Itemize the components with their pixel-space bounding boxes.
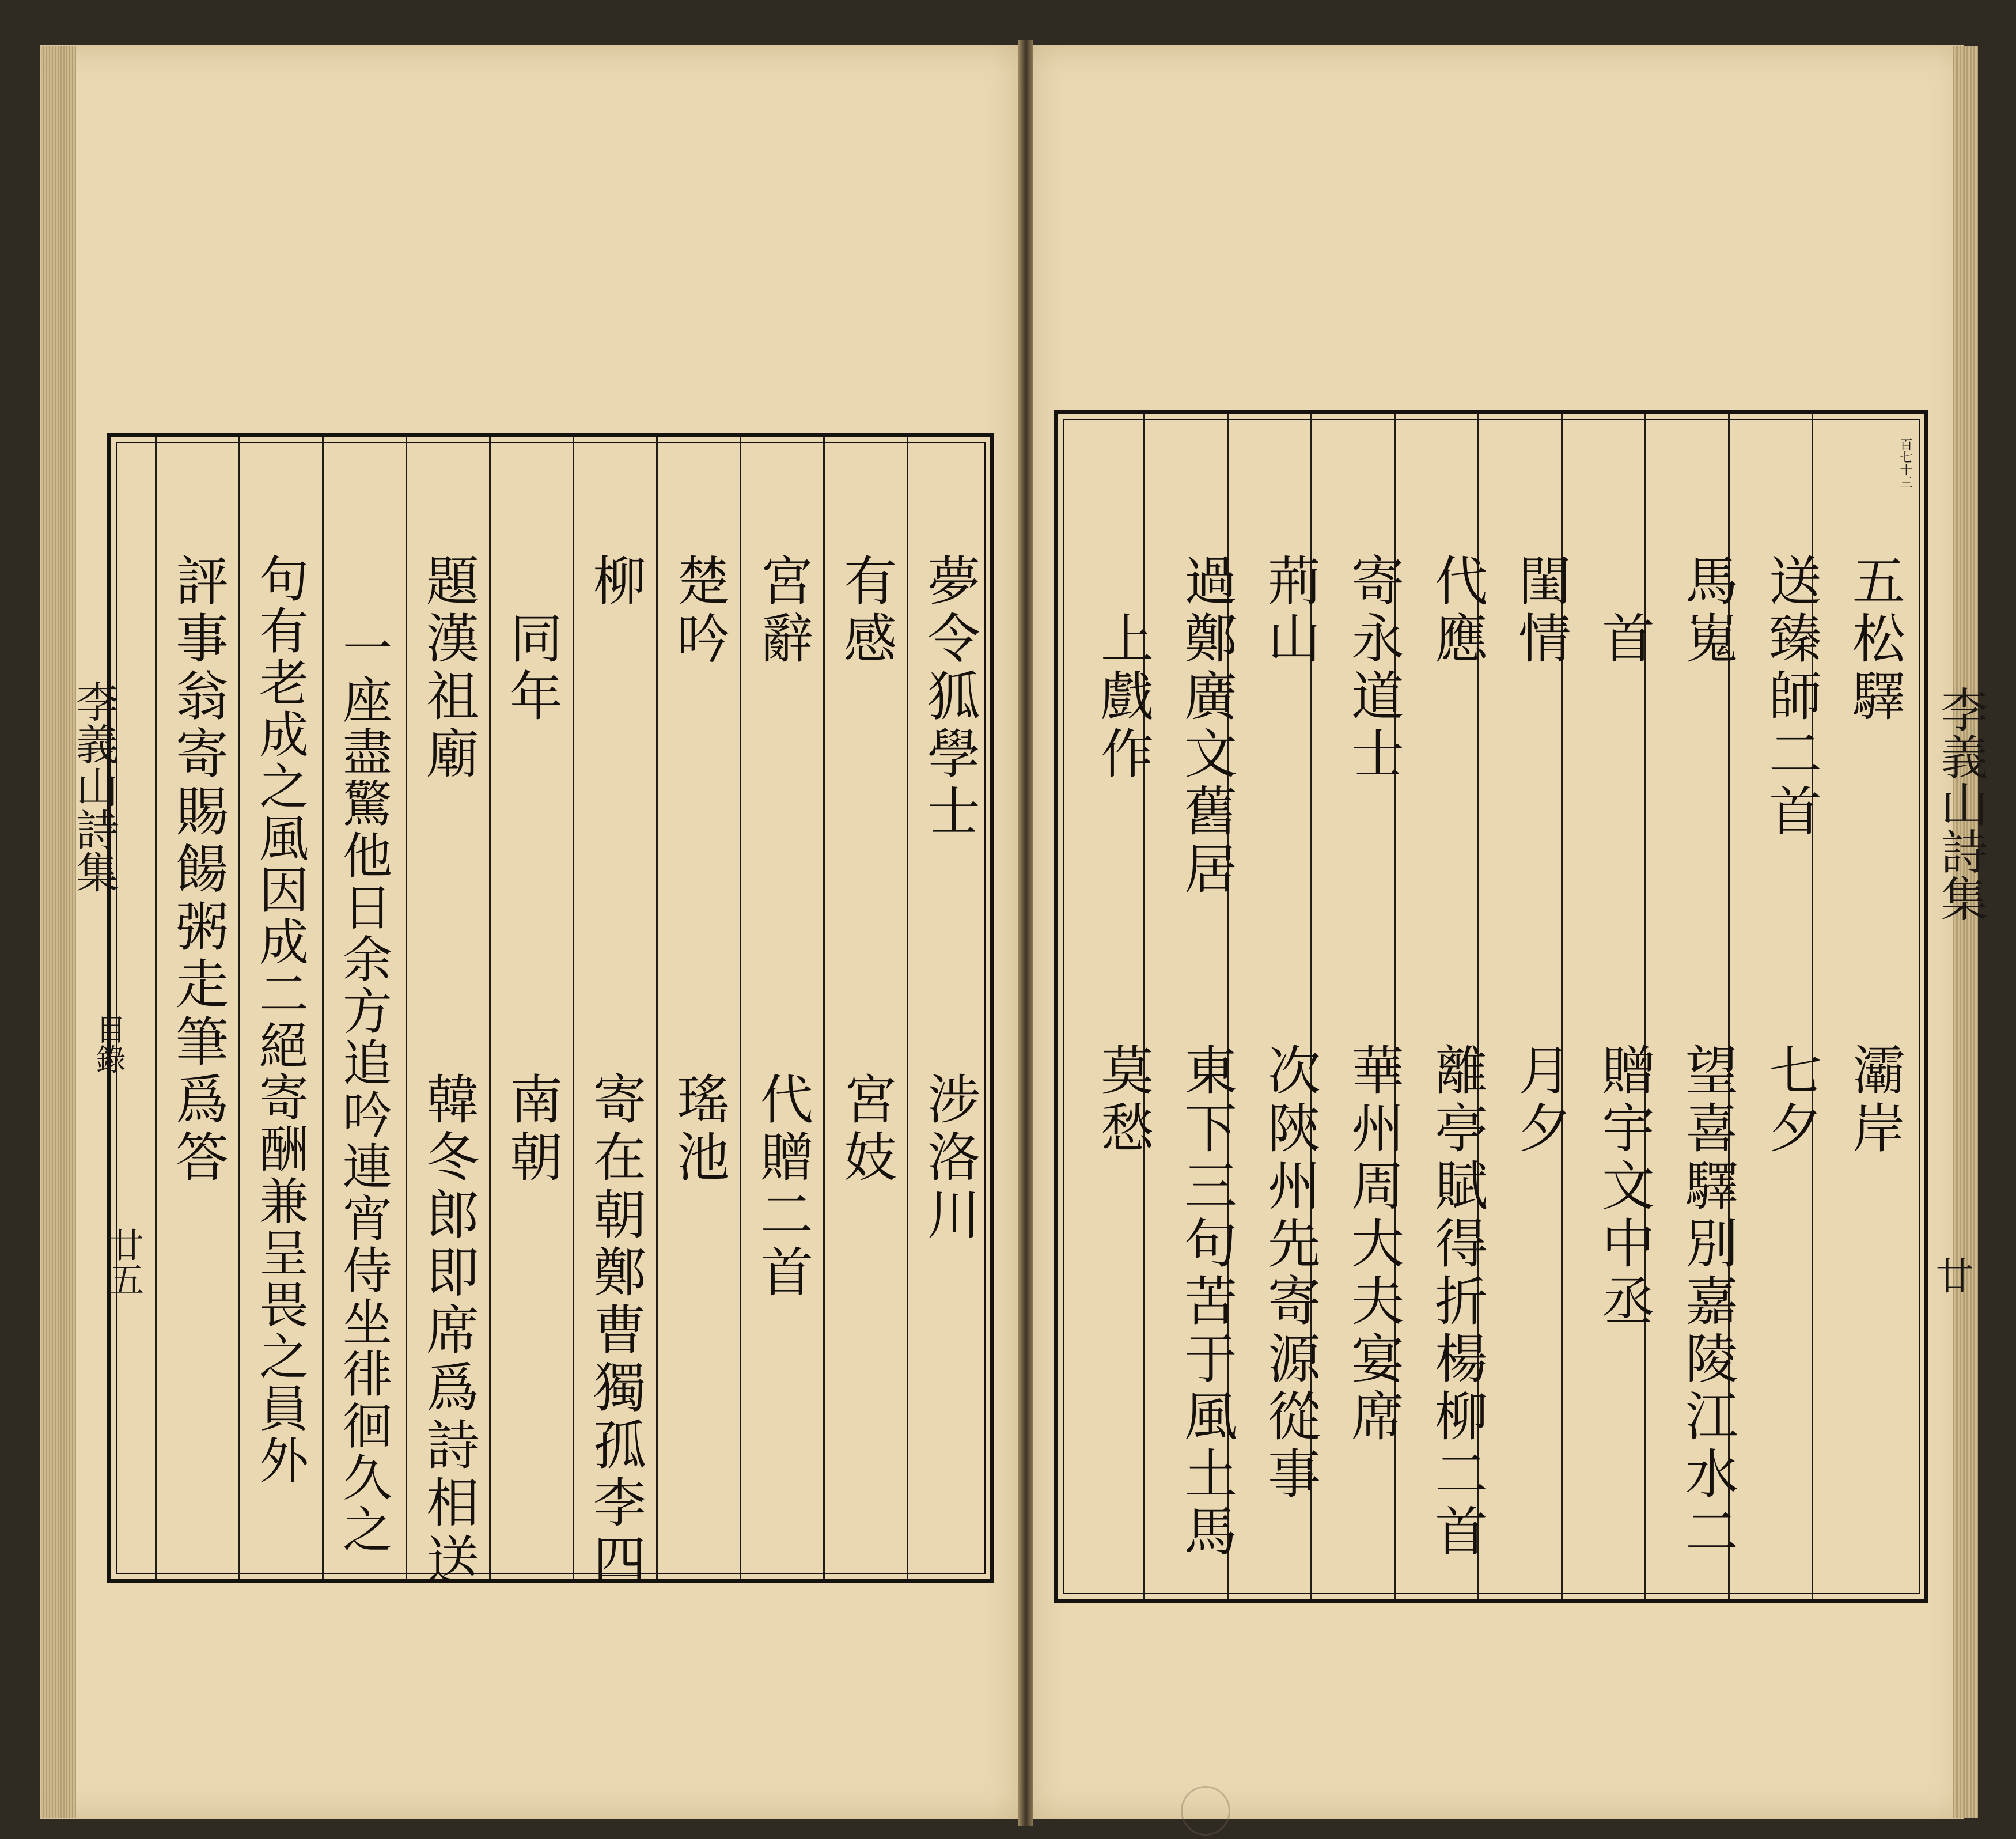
right-col-7-title: 寄永道士 xyxy=(1343,553,1404,784)
column-rule xyxy=(1143,414,1145,1599)
left-col-5-subtitle: 寄在朝鄭曹獨孤李四 xyxy=(585,1072,646,1590)
left-col-6-subtitle: 南朝 xyxy=(501,1072,563,1187)
column-rule xyxy=(406,437,407,1579)
right-col-1-title: 五松驛 xyxy=(1844,553,1905,726)
left-col-8-text: 一座盡驚他日余方追吟連宵侍坐徘徊久之 xyxy=(334,622,392,1556)
left-col-3-title: 宮辭 xyxy=(752,553,813,668)
right-page-edges xyxy=(1953,46,1978,1818)
right-col-3-subtitle: 望喜驛別嘉陵江水二 xyxy=(1677,1043,1738,1561)
column-rule xyxy=(573,437,574,1579)
column-rule xyxy=(740,437,741,1579)
right-col-4-subtitle: 贈宇文中丞 xyxy=(1593,1043,1655,1331)
right-col-10-title: 上戲作 xyxy=(1092,611,1154,784)
left-page-number: 廿五 xyxy=(104,1227,144,1296)
right-top-mark: 百七十三 xyxy=(1898,438,1912,489)
right-col-6-title: 代應 xyxy=(1426,553,1488,668)
right-col-2-title: 送臻師二首 xyxy=(1760,553,1822,841)
left-margin-title: 李義山詩集 xyxy=(69,680,119,893)
book-spine xyxy=(1018,40,1033,1826)
left-col-1-subtitle: 涉洛川 xyxy=(919,1072,980,1244)
left-col-9-text: 句有老成之風因成二絕寄酬兼呈畏之員外 xyxy=(251,553,308,1486)
left-col-3-subtitle: 代贈二首 xyxy=(752,1072,813,1302)
left-col-10-text: 評事翁寄賜餳粥走筆爲答 xyxy=(167,553,229,1187)
left-col-1-title: 夢令狐學士 xyxy=(919,553,980,841)
column-rule xyxy=(238,437,240,1579)
right-col-7-subtitle: 華州周大夫宴席 xyxy=(1343,1043,1404,1446)
column-rule xyxy=(489,437,491,1579)
right-col-8-title: 荊山 xyxy=(1259,553,1321,668)
left-col-4-subtitle: 瑤池 xyxy=(668,1072,730,1187)
right-col-10-subtitle: 莫愁 xyxy=(1092,1043,1154,1158)
left-col-2-title: 有感 xyxy=(835,553,897,668)
right-col-4-title: 首 xyxy=(1593,611,1655,668)
right-col-5-title: 閨情 xyxy=(1510,553,1571,668)
column-rule xyxy=(1644,414,1646,1599)
right-col-2-subtitle: 七夕 xyxy=(1760,1043,1822,1158)
column-rule xyxy=(823,437,825,1579)
right-col-5-subtitle: 月夕 xyxy=(1510,1043,1571,1158)
left-margin-section: 目錄 xyxy=(90,1014,125,1074)
left-page-edges xyxy=(41,46,76,1818)
right-col-1-subtitle: 灞岸 xyxy=(1844,1043,1905,1158)
library-stamp xyxy=(1181,1786,1230,1836)
right-col-9-title: 過鄭廣文舊居 xyxy=(1176,553,1237,899)
column-rule xyxy=(155,437,157,1579)
left-col-7-subtitle: 韓冬郎即席爲詩相送 xyxy=(418,1072,479,1590)
right-header: 李義山詩集 xyxy=(1933,686,1988,922)
left-col-4-title: 楚吟 xyxy=(668,553,730,668)
right-col-6-subtitle: 離亭賦得折楊柳二首 xyxy=(1426,1043,1488,1561)
left-col-2-subtitle: 宮妓 xyxy=(835,1072,897,1187)
right-col-8-subtitle: 次陝州先寄源從事 xyxy=(1259,1043,1321,1504)
right-col-9-subtitle: 東下三句苦于風土馬 xyxy=(1176,1043,1237,1561)
right-col-3-title: 馬嵬 xyxy=(1677,553,1738,668)
column-rule xyxy=(322,437,324,1579)
left-col-6-title: 同年 xyxy=(501,611,563,726)
column-rule xyxy=(656,437,658,1579)
right-page-number: 廿 xyxy=(1929,1256,1973,1294)
left-col-5-title: 柳 xyxy=(585,553,646,611)
left-col-7-title: 題漢祖廟 xyxy=(418,553,479,784)
column-rule xyxy=(907,437,908,1579)
